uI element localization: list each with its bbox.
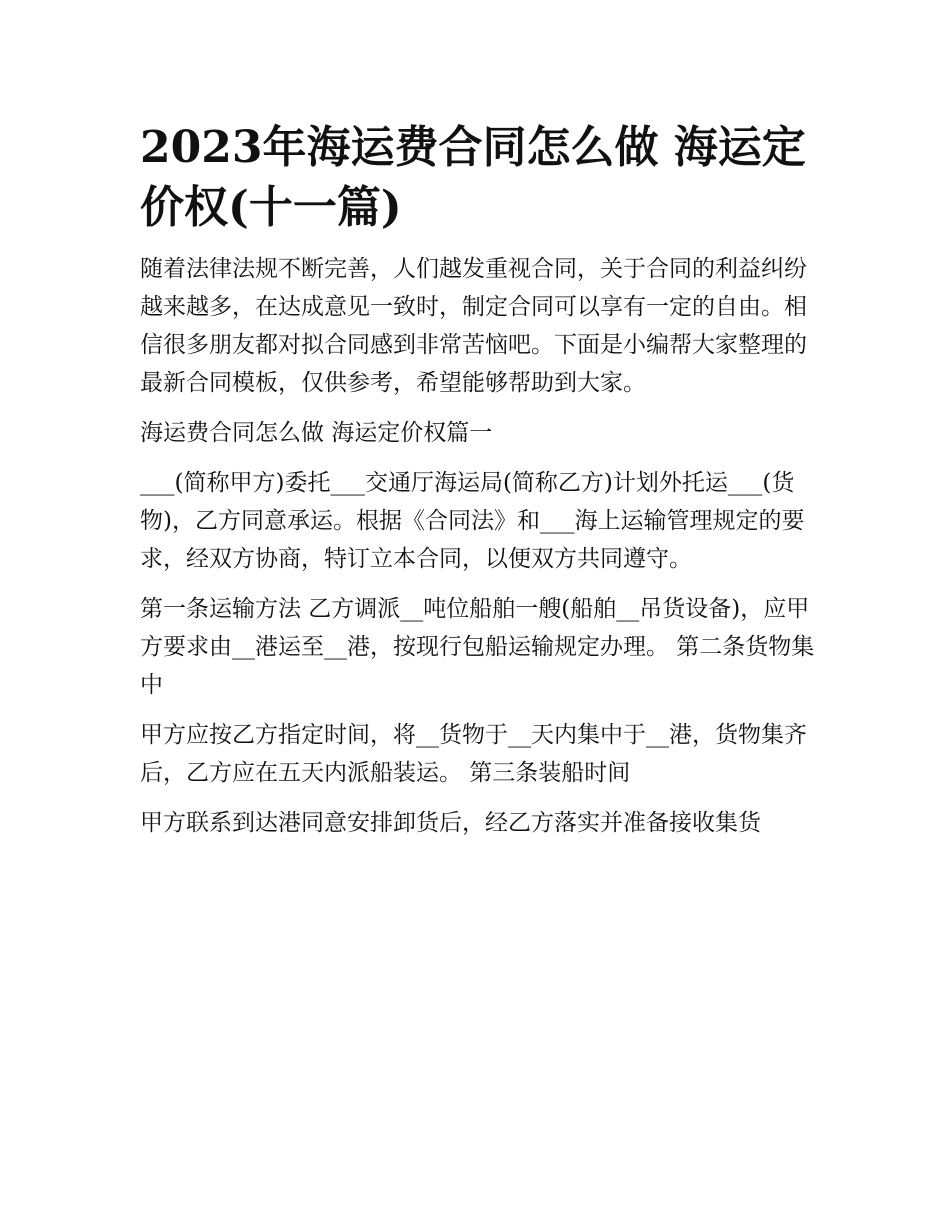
document-body	[140, 118, 815, 854]
contract-preamble: ___(简称甲方)委托___交通厅海运局(简称乙方)计划外托运___(货物)，乙方同意承运。根据《合同法》和___海上运输管理规定的要求，经双方协商，特订立本合同，以便双方共同遵守。	[140, 470, 805, 572]
article-three: 甲方联系到达港同意安排卸货后，经乙方落实并准备接收集货	[140, 810, 761, 836]
article-one: 第一条运输方法 乙方调派__吨位船舶一艘(船舶__吊货设备)，应甲方要求由__港运至__港，按现行包船运输规定办理。 第二条货物集中	[140, 596, 815, 698]
section-heading: 海运费合同怎么做 海运定价权篇一	[140, 420, 493, 446]
document-title: 2023年海运费合同怎么做 海运定价权(十一篇)	[140, 122, 806, 233]
article-two: 甲方应按乙方指定时间，将__货物于__天内集中于__港，货物集齐后，乙方应在五天内派船装运。 第三条装船时间	[140, 722, 807, 786]
intro-paragraph: 随着法律法规不断完善，人们越发重视合同，关于合同的利益纠纷越来越多，在达成意见一致时，制定合同可以享有一定的自由。相信很多朋友都对拟合同感到非常苦恼吧。下面是小编帮大家整理的最新合同模板，仅供参考，希望能够帮助到大家。	[140, 256, 807, 396]
